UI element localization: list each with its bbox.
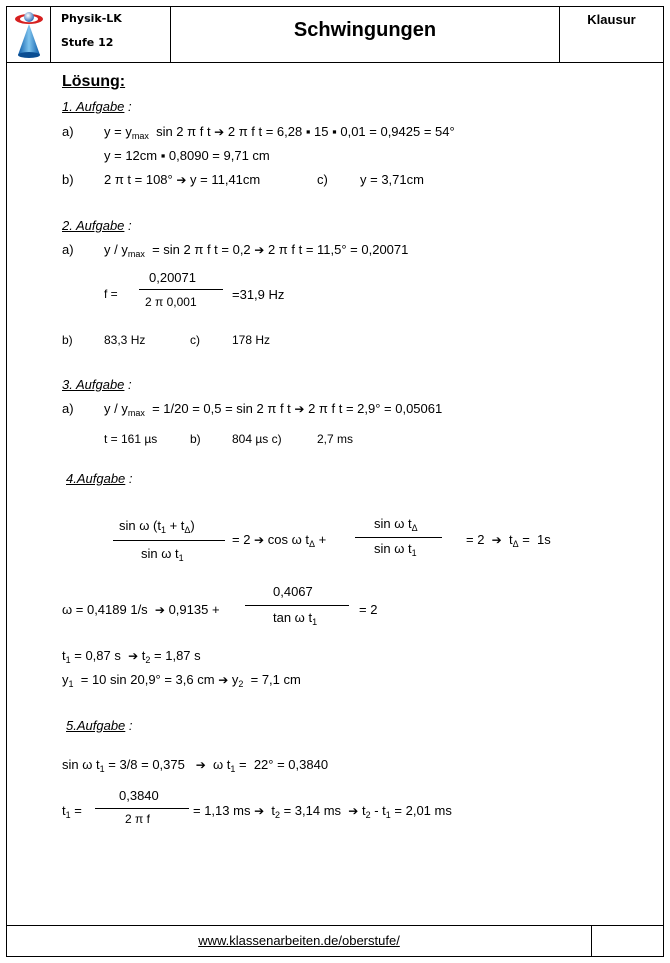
task4-result: = 2 ➔ $t_\Delta = 1s$ [466,532,551,549]
task1-heading: 1. Aufgabe : [62,99,132,114]
footer [7,925,663,956]
task5-fraction-line [95,808,189,809]
task2-a-label: a) [62,242,74,257]
task2-f-numerator: 0,20071 [149,270,196,285]
task1-a-line2: y = 12cm ▪ 0,8090 = 9,71 cm [104,148,270,163]
footer-divider [591,926,592,957]
task2-heading: 2. Aufgabe : [62,218,132,233]
task4-y-line: $y_1 = 10$ sin 20,9° = 3,6 cm ➔ $y_2 = 7,1$ cm [62,672,301,689]
school-logo-icon [7,7,51,62]
task2-b-label: b) [62,333,73,347]
task2-c-text: 178 Hz [232,333,271,347]
task3-t-text: t = 161 µs [104,432,158,446]
task2-heading-text: 2. Aufgabe [62,218,125,233]
grade-level: Stufe 12 [61,36,114,49]
task3-a-line: $y / y_{max} = 1/20 = 0,5 = \sin 2$ π f t ➔ 2 π f t = 2,9° = 0,05061 [104,401,443,418]
task4-heading-text: 4.Aufgabe [66,471,126,486]
task4-frac1-denominator: sin ω $t_1$ [141,546,184,563]
task5-heading: 5.Aufgabe : [66,718,133,733]
task1-c-text: y = 3,71cm [360,172,424,187]
type-cell [560,7,663,62]
task2-c-label: c) [190,333,200,347]
task4-t-line: $t_1 = 0,87$ s ➔ $t_2 = 1,87$ s [62,648,201,665]
task3-c-text: 2,7 ms [317,432,354,446]
task2-f-result: =31,9 Hz [232,287,285,302]
task3-b-text: 804 µs c) [232,432,282,446]
task4-middle: = 2 ➔ cos ω $t_\Delta$ + [232,532,327,549]
course-cell [51,7,171,62]
task2-fraction-line [139,289,223,290]
exam-page [6,6,664,957]
task1-c-label: c) [317,172,328,187]
task4-fraction2-line [355,537,442,538]
header [7,7,663,63]
task2-f-prefix: f = [104,287,118,301]
task4-frac3-denominator: tan ω $t_1$ [273,610,318,627]
title-cell [171,7,560,62]
task2-f-denominator: 2 π 0,001 [145,295,197,309]
task1-a-label: a) [62,124,74,139]
task5-result: = 1,13 ms ➔ $t_2 = 3,14$ ms ➔ $t_2 - t_1 = 2,01$ ms [193,803,452,820]
task4-frac3-result: = 2 [359,602,378,617]
solution-heading: Lösung: [62,73,126,90]
task5-frac-numerator: 0,3840 [119,788,159,803]
task5-frac-denominator: 2 π f [125,812,150,826]
task3-a-label: a) [62,401,74,416]
task4-frac2-denominator: sin ω $t_1$ [374,541,417,558]
footer-link[interactable]: www.klassenarbeiten.de/oberstufe/ [198,933,400,948]
task2-a-line: $y / y_{max} = \sin 2$ π f t = 0,2 ➔ 2 π f t = 11,5° = 0,20071 [104,242,409,259]
task1-a-line1: $y = y_{max}$ sin 2 π f t ➔ 2 π f t = 6,28 ▪ 15 ▪ 0,01 = 0,9425 = 54° [104,124,455,141]
task3-b-label: b) [190,432,201,446]
task3-heading-text: 3. Aufgabe [62,377,125,392]
task5-sin-line: sin ω $t_1 = 3/8 = 0,375$ ➔ ω $t_1 = 22^\circ = 0,3840$ [62,757,329,774]
task4-frac3-numerator: 0,4067 [273,584,313,599]
task4-frac1-numerator: sin ω $(t_1 + t_\Delta)$ [119,518,195,535]
task1-b-text: 2 π t = 108° ➔ y = 11,41cm [104,172,261,187]
task4-heading: 4.Aufgabe : [66,471,133,486]
task4-omega-line: ω = 0,4189 1/s ➔ 0,9135 + [62,602,220,617]
task2-b-text: 83,3 Hz [104,333,146,347]
task5-heading-text: 5.Aufgabe [66,718,126,733]
task4-fraction3-line [245,605,349,606]
task1-b-label: b) [62,172,74,187]
course-name: Physik-LK [61,12,122,25]
page-title: Schwingungen [293,19,437,41]
task4-frac2-numerator: sin ω $t_\Delta$ [374,516,418,533]
task4-fraction1-line [113,540,225,541]
task1-heading-text: 1. Aufgabe [62,99,125,114]
task3-heading: 3. Aufgabe : [62,377,132,392]
exam-type: Klausur [587,12,636,27]
task5-t-prefix: $t_1$ = [62,803,82,820]
logo-cell [7,7,51,62]
